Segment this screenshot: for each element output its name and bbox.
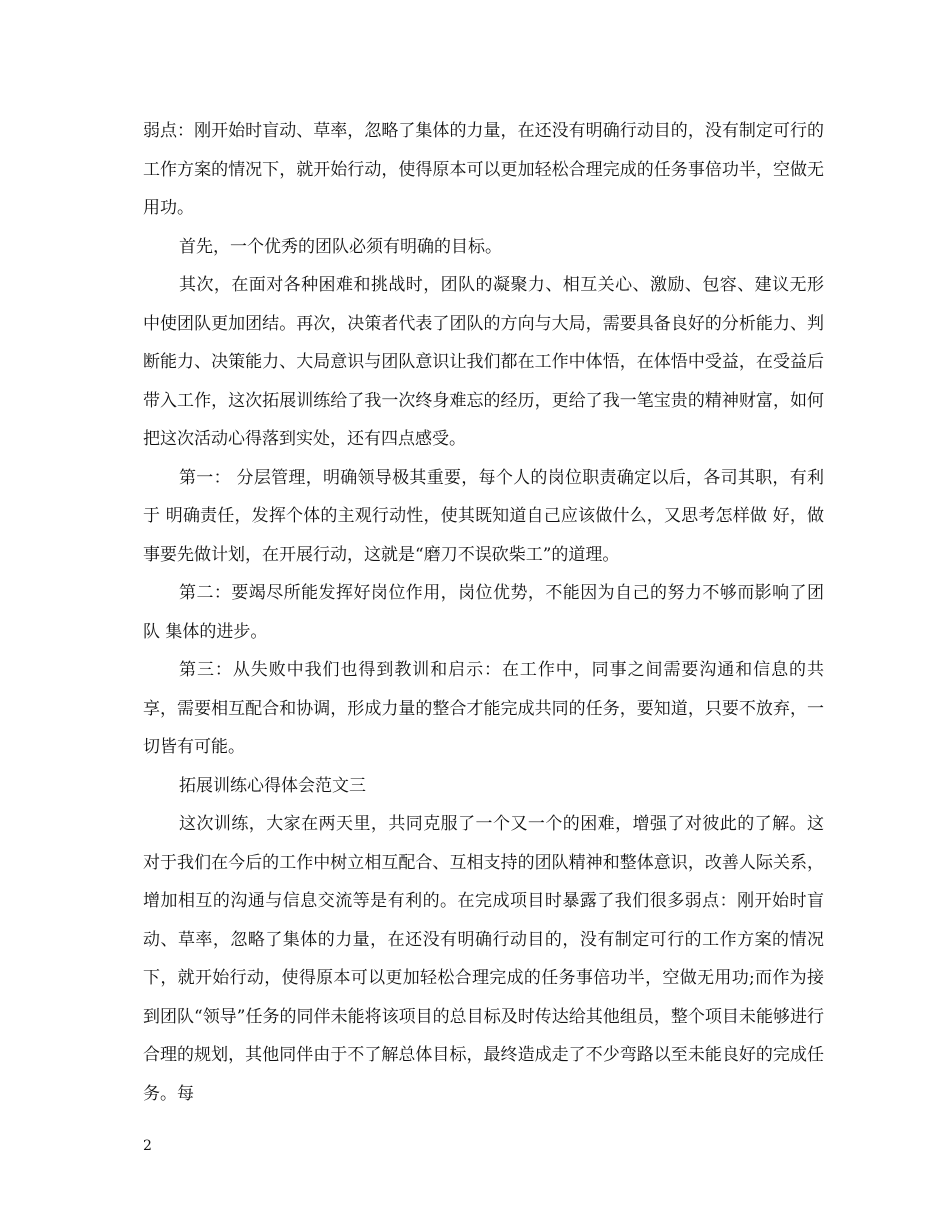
paragraph-item-two: 第二：要竭尽所能发挥好岗位作用，岗位优势，不能因为自己的努力不够而影响了团队 集体的进步。 bbox=[143, 583, 824, 642]
page-number: 2 bbox=[143, 1138, 152, 1154]
paragraph-section-three: 这次训练，大家在两天里，共同克服了一个又一个的困难，增强了对彼此的了解。这对于我们在今后的工作中树立相互配合、互相支持的团队精神和整体意识，改善人际关系，增加相互的沟通与信息交流等是有利的。在完成项目时暴露了我们很多弱点：刚开始时盲动、草率，忽略了集体的力量，在还没有明确行动目的，没有制定可行的工作方案的情况下，就开始行动，使得原本可以更加轻松合理完成的任务事倍功半，空做无用功;而作为接到团队“领导”任务的同伴未能将该项目的总目标及时传达给其他组员，整个项目未能够进行合理的规划，其他同伴由于不了解总体目标，最终造成走了不少弯路以至未能良好的完成任务。每 bbox=[143, 814, 824, 1104]
paragraph-second-point: 其次，在面对各种困难和挑战时，团队的凝聚力、相互关心、激励、包容、建议无形中使团队更加团结。再次，决策者代表了团队的方向与大局，需要具备良好的分析能力、判断能力、决策能力、大局意识与团队意识让我们都在工作中体悟，在体悟中受益，在受益后带入工作，这次拓展训练给了我一次终身难忘的经历，更给了我一笔宝贵的精神财富，如何把这次活动心得落到实处，还有四点感受。 bbox=[143, 275, 824, 449]
paragraph-weakness: 弱点：刚开始时盲动、草率，忽略了集体的力量，在还没有明确行动目的，没有制定可行的工作方案的情况下，就开始行动，使得原本可以更加轻松合理完成的任务事倍功半，空做无用功。 bbox=[143, 121, 824, 218]
paragraph-item-one: 第一： 分层管理，明确领导极其重要，每个人的岗位职责确定以后，各司其职，有利于 明确责任，发挥个体的主观行动性，使其既知道自己应该做什么，又思考怎样做 好，做事要先做计划，在开展行动，这就是“磨刀不误砍柴工”的道理。 bbox=[143, 467, 824, 565]
paragraph-first-point: 首先，一个优秀的团队必须有明确的目标。 bbox=[179, 236, 502, 257]
body-text bbox=[143, 112, 824, 1113]
section-heading: 拓展训练心得体会范文三 bbox=[179, 775, 366, 796]
paragraph-item-three: 第三：从失败中我们也得到教训和启示：在工作中，同事之间需要沟通和信息的共享，需要相互配合和协调，形成力量的整合才能完成共同的任务，要知道，只要不放弃，一切皆有可能。 bbox=[143, 660, 824, 757]
